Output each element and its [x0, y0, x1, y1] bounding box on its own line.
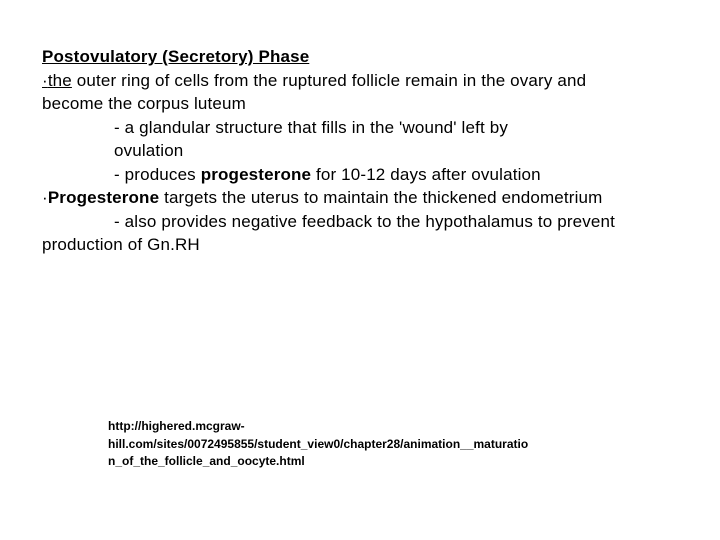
reference-link-line-1[interactable]: http://highered.mcgraw- — [108, 419, 245, 433]
sub-point-feedback-continued: production of Gn.RH — [42, 235, 200, 254]
reference-link[interactable] — [108, 418, 608, 471]
sub-point-prefix: - produces — [114, 164, 201, 184]
sub-point-progesterone — [42, 163, 702, 187]
bullet-text: targets the uterus to maintain the thickened endometrium — [159, 188, 603, 207]
progesterone-heading-term: Progesterone — [47, 188, 160, 207]
reference-link-line-2[interactable]: hill.com/sites/0072495855/student_view0/chapter28/animation__maturatio — [108, 436, 529, 451]
bullet-text: outer ring of cells from the ruptured follicle remain in the ovary and — [71, 70, 587, 90]
slide-title: Postovulatory (Secretory) Phase — [42, 47, 310, 66]
bullet-text-continued: become the corpus luteum — [42, 94, 246, 113]
bullet-marker: · — [42, 188, 48, 207]
sub-point-glandular-continued: ovulation — [114, 141, 184, 160]
bullet-progesterone — [42, 186, 702, 210]
progesterone-term: progesterone — [200, 164, 312, 184]
sub-point-suffix: for 10-12 days after ovulation — [311, 164, 541, 184]
bullet-corpus-luteum — [42, 69, 702, 93]
sub-point-feedback: - also provides negative feedback to the hypothalamus to prevent — [114, 211, 616, 231]
slide-body — [42, 45, 702, 257]
sub-point-glandular: - a glandular structure that fills in the 'wound' left by — [114, 117, 508, 137]
reference-link-line-3[interactable]: n_of_the_follicle_and_oocyte.html — [108, 454, 305, 468]
bullet-marker: ·the — [42, 70, 72, 90]
